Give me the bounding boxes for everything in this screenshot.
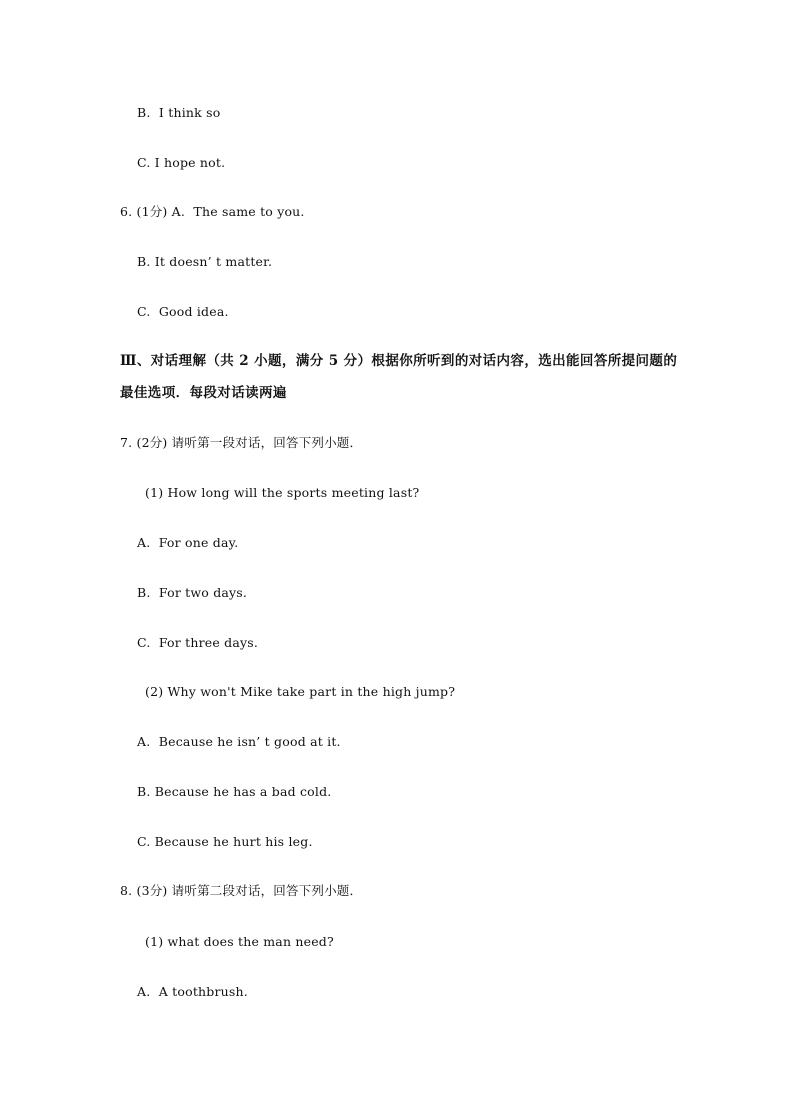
q6-stem-option-a: 6. (1分) A. The same to you. [120,204,305,219]
q7-sub1-question: (1) How long will the sports meeting last? [145,485,420,500]
q7-sub2-option-b: B. Because he has a bad cold. [137,784,332,799]
q7-sub1-option-a: A. For one day. [137,535,239,550]
section-heading-continued: 最佳选项．每段对话读两遍 [120,385,287,401]
q7-sub2-option-a: A. Because he isn’ t good at it. [137,734,341,749]
q8-stem: 8. (3分) 请听第二段对话，回答下列小题． [120,883,363,898]
q5-option-c: C. I hope not. [137,155,226,170]
q8-sub1-option-a: A. A toothbrush. [137,984,248,999]
q7-sub2-question: (2) Why won't Mike take part in the high jump? [145,684,456,699]
q6-option-b: B. It doesn’ t matter. [137,254,273,269]
q7-sub1-option-b: B. For two days. [137,585,248,600]
q6-option-c: C. Good idea. [137,304,229,319]
q7-sub1-option-c: C. For three days. [137,635,259,650]
section-heading: Ⅲ、对话理解（共 2 小题，满分 5 分）根据你所听到的对话内容，选出能回答所提问题的 [120,353,678,369]
q7-sub2-option-c: C. Because he hurt his leg. [137,834,313,849]
q7-stem: 7. (2分) 请听第一段对话，回答下列小题． [120,435,363,450]
q5-option-b: B. I think so [137,105,221,120]
q8-sub1-question: (1) what does the man need? [145,934,334,949]
